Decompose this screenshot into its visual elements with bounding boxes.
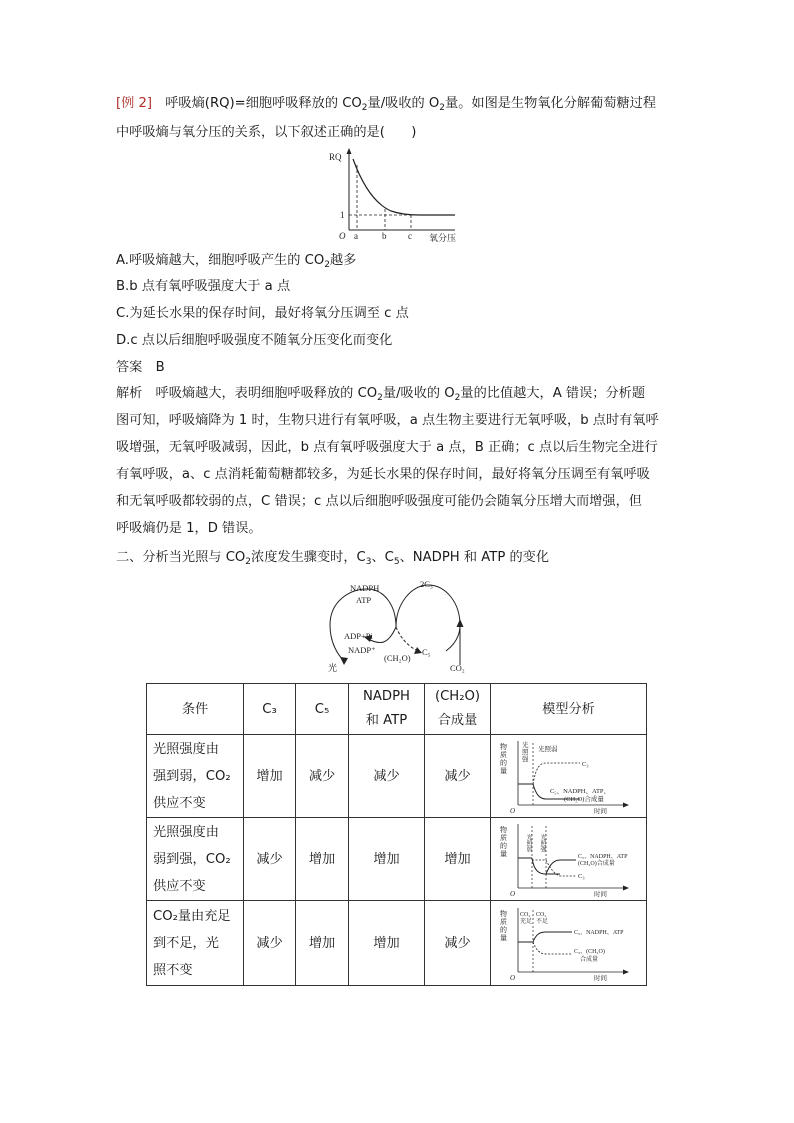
model-chart-3 xyxy=(494,904,644,982)
row2-ch2o: 增加 xyxy=(425,818,491,901)
change-table xyxy=(146,683,647,986)
rq-oxygen-chart xyxy=(325,145,470,245)
model-chart-1 xyxy=(494,737,644,815)
rq-curve xyxy=(353,159,419,215)
table-row xyxy=(147,735,647,818)
svg-text:物: 物 xyxy=(499,910,507,918)
row2-condition: 光照强度由 弱到强，CO₂ 供应不变 xyxy=(147,818,244,901)
row3-ch2o: 减少 xyxy=(425,901,491,986)
svg-text:充足: 充足 xyxy=(519,919,532,925)
dark-reaction-loop xyxy=(396,585,460,651)
rq-origin: O xyxy=(339,231,346,241)
svg-text:O: O xyxy=(509,974,515,982)
svg-text:C₃: C₃ xyxy=(577,873,585,880)
row2-nadph: 增加 xyxy=(349,818,425,901)
svg-text:质: 质 xyxy=(499,918,507,926)
svg-text:C₅、NADPH、ATP: C₅、NADPH、ATP xyxy=(573,930,623,936)
c5-label: C₅ xyxy=(422,647,431,657)
svg-text:强: 强 xyxy=(521,756,528,763)
table-row xyxy=(147,901,647,986)
table-header-row xyxy=(147,684,647,735)
row1-c5: 减少 xyxy=(296,735,349,818)
example-line-2: 中呼吸熵与氧分压的关系，以下叙述正确的是( ) xyxy=(116,125,417,140)
atp-label: ATP xyxy=(356,595,372,605)
svg-text:质: 质 xyxy=(499,751,507,759)
svg-text:光照弱: 光照弱 xyxy=(524,834,531,852)
analysis-line-3: 吸增强，无氧呼吸减弱，因此，b 点有氧呼吸强度大于 a 点，B 正确；c 点以后生物完全进行 xyxy=(116,440,658,455)
model-chart-2 xyxy=(494,820,644,898)
rq-y-label: RQ xyxy=(329,152,342,162)
svg-text:量: 量 xyxy=(499,934,507,942)
nadph-label: NADPH xyxy=(350,583,380,593)
ch2o-label: (CH₂O) xyxy=(384,653,411,663)
option-d: D.c 点以后细胞呼吸强度不随氧分压变化而变化 xyxy=(116,333,393,348)
example-line-1: [例 2] 呼吸熵(RQ)=细胞呼吸释放的 $CO_2$量/吸收的 $O_2$量。如图是生物氧化分解葡萄糖过程 xyxy=(116,96,657,113)
example-tag: [例 2] xyxy=(116,96,153,111)
svg-text:(CH₂O)合成量: (CH₂O)合成量 xyxy=(577,861,615,867)
c3-label: 2C₃ xyxy=(420,579,433,589)
analysis-line-4: 有氧呼吸，a、c 点消耗葡萄糖都较多，为延长水果的保存时间，最好将氧分压调至有氧呼吸 xyxy=(116,467,650,482)
svg-text:C₃: C₃ xyxy=(581,761,589,768)
header-c3: C₃ xyxy=(244,684,296,735)
section-heading: 二、分析当光照与 $CO_2$浓度发生骤变时，$C_3$、$C_5$、NADPH 和 ATP 的变化 xyxy=(116,550,550,567)
svg-text:CO₂: CO₂ xyxy=(535,912,546,918)
analysis-line-5: 和无氧呼吸都较弱的点，C 错误；c 点以后细胞呼吸强度可能仍会随氧分压增大而增强，但 xyxy=(116,494,642,509)
row1-nadph: 减少 xyxy=(349,735,425,818)
svg-text:CO₂: CO₂ xyxy=(519,912,530,918)
table-row xyxy=(147,818,647,901)
svg-text:时间: 时间 xyxy=(593,975,607,982)
row3-c3: 减少 xyxy=(244,901,296,986)
nadp-label: NADP⁺ xyxy=(348,645,376,655)
option-c: C.为延长水果的保存时间，最好将氧分压调至 c 点 xyxy=(116,306,409,321)
svg-text:质: 质 xyxy=(499,834,507,842)
svg-text:物: 物 xyxy=(499,743,507,751)
svg-text:合成量: 合成量 xyxy=(579,957,598,963)
analysis-line-6: 呼吸熵仍是 1，D 错误。 xyxy=(116,521,262,536)
row1-model xyxy=(491,735,647,818)
light-dark-cycle-diagram xyxy=(322,575,472,675)
analysis-line-2: 图可知，呼吸熵降为 1 时，生物只进行有氧呼吸，a 点生物主要进行无氧呼吸，b 点时有氧呼 xyxy=(116,413,659,428)
answer: 答案 B xyxy=(116,360,165,375)
option-a: A.呼吸熵越大，细胞呼吸产生的 $CO_2$越多 xyxy=(116,253,357,270)
header-ch2o: (CH₂O) 合成量 xyxy=(425,684,491,735)
svg-text:光: 光 xyxy=(521,742,528,749)
row3-model xyxy=(491,901,647,986)
rq-point-b: b xyxy=(382,231,387,241)
row2-model xyxy=(491,818,647,901)
rq-x-label: 氧分压 xyxy=(429,233,457,243)
header-condition: 条件 xyxy=(147,684,244,735)
row1-ch2o: 减少 xyxy=(425,735,491,818)
light-label: 光 xyxy=(328,663,338,673)
svg-text:照: 照 xyxy=(521,749,528,756)
svg-text:量: 量 xyxy=(499,767,507,775)
header-model: 模型分析 xyxy=(491,684,647,735)
svg-text:的: 的 xyxy=(499,759,507,767)
option-b: B.b 点有氧呼吸强度大于 a 点 xyxy=(116,279,291,294)
row2-c5: 增加 xyxy=(296,818,349,901)
svg-text:光照弱: 光照弱 xyxy=(537,746,557,753)
svg-text:C₅、NADPH、ATP: C₅、NADPH、ATP xyxy=(577,854,627,860)
svg-text:光照强: 光照强 xyxy=(538,834,545,852)
svg-text:C₃、(CH₂O): C₃、(CH₂O) xyxy=(573,949,605,955)
svg-text:C₅、NADPH、ATP、: C₅、NADPH、ATP、 xyxy=(549,788,610,795)
co2-label: CO₂ xyxy=(450,663,465,673)
row3-nadph: 增加 xyxy=(349,901,425,986)
row2-c3: 减少 xyxy=(244,818,296,901)
svg-text:物: 物 xyxy=(499,826,507,834)
svg-text:O: O xyxy=(509,807,515,815)
header-nadph: NADPH 和 ATP xyxy=(349,684,425,735)
row1-c3: 增加 xyxy=(244,735,296,818)
svg-text:量: 量 xyxy=(499,850,507,858)
rq-tick-1: 1 xyxy=(340,210,345,220)
row3-condition: CO₂量由充足 到不足，光 照不变 xyxy=(147,901,244,986)
svg-text:时间: 时间 xyxy=(593,891,607,898)
rq-point-c: c xyxy=(408,231,412,241)
header-c5: C₅ xyxy=(296,684,349,735)
adp-label: ADP+Pi xyxy=(344,631,373,641)
svg-text:O: O xyxy=(509,890,515,898)
row3-c5: 增加 xyxy=(296,901,349,986)
svg-text:(CH₂O)合成量: (CH₂O)合成量 xyxy=(563,796,604,803)
svg-text:不足: 不足 xyxy=(535,919,548,925)
row1-condition: 光照强度由 强到弱，CO₂ 供应不变 xyxy=(147,735,244,818)
analysis-line-1: 解析 呼吸熵越大，表明细胞呼吸释放的 $CO_2$量/吸收的 $O_2$量的比值越大，A 错误；分析题 xyxy=(116,386,646,403)
svg-text:时间: 时间 xyxy=(593,808,607,815)
svg-text:的: 的 xyxy=(499,926,507,934)
rq-point-a: a xyxy=(354,231,358,241)
svg-text:的: 的 xyxy=(499,842,507,850)
